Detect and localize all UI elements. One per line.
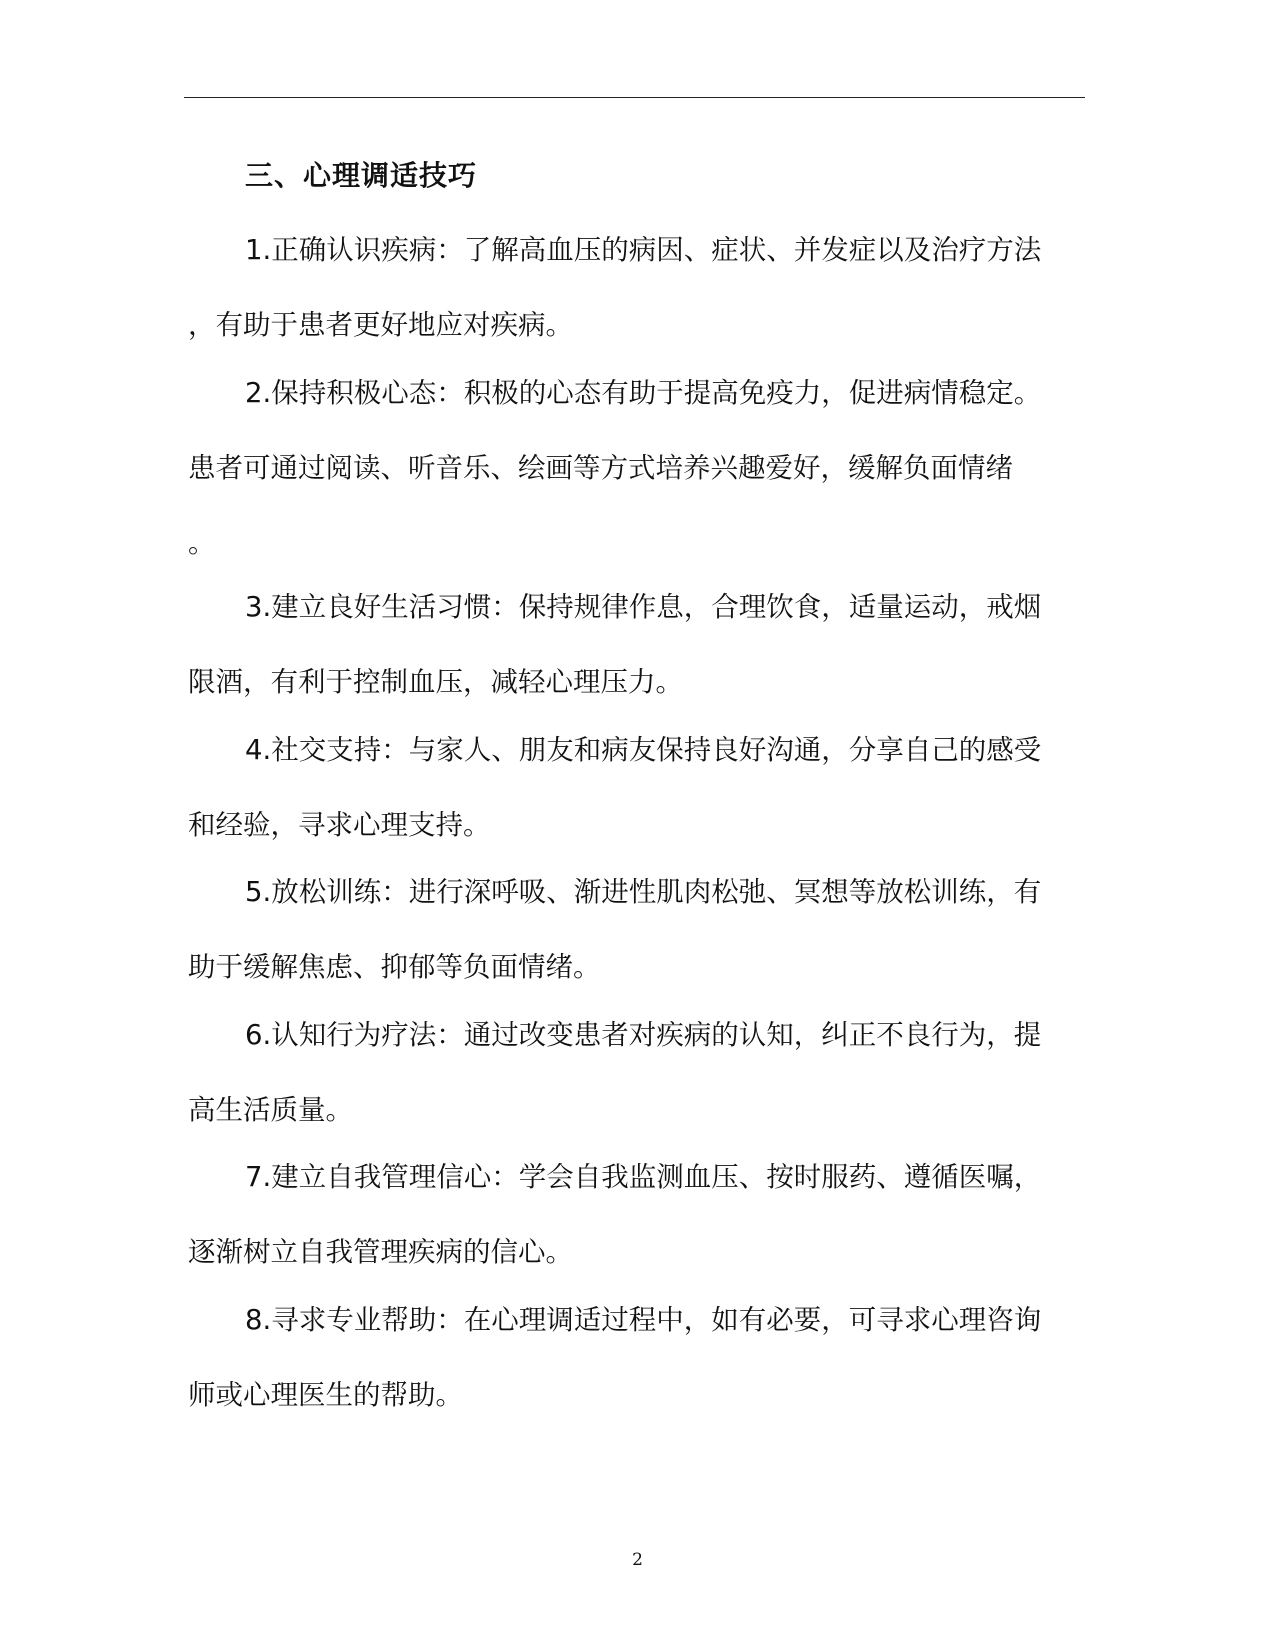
paragraph-line: 和经验，寻求心理支持。 xyxy=(188,809,491,841)
paragraph-item-3 xyxy=(188,570,1088,720)
paragraph-line: 1.正确认识疾病：了解高血压的病因、症状、并发症以及治疗方法 xyxy=(245,234,1042,266)
paragraph-line: 4.社交支持：与家人、朋友和病友保持良好沟通，分享自己的感受 xyxy=(245,734,1042,766)
paragraph-item-6 xyxy=(188,998,1088,1148)
paragraph-line: 7.建立自我管理信心：学会自我监测血压、按时服药、遵循医嘱， xyxy=(245,1161,1042,1193)
paragraph-line: 5.放松训练：进行深呼吸、渐进性肌肉松弛、冥想等放松训练，有 xyxy=(245,876,1042,908)
paragraph-item-1 xyxy=(188,213,1088,363)
paragraph-item-4 xyxy=(188,713,1088,863)
page-number: 2 xyxy=(632,1550,643,1570)
paragraph-line: 2.保持积极心态：积极的心态有助于提高免疫力，促进病情稳定。 xyxy=(245,377,1042,409)
paragraph-line: 。 xyxy=(188,527,216,559)
paragraph-line: 6.认知行为疗法：通过改变患者对疾病的认知，纠正不良行为，提 xyxy=(245,1019,1042,1051)
paragraph-line: 3.建立良好生活习惯：保持规律作息，合理饮食，适量运动，戒烟 xyxy=(245,591,1042,623)
paragraph-item-8 xyxy=(188,1283,1088,1433)
paragraph-item-7 xyxy=(188,1140,1088,1290)
paragraph-line: 患者可通过阅读、听音乐、绘画等方式培养兴趣爱好，缓解负面情绪 xyxy=(188,452,1013,484)
paragraph-line: 8.寻求专业帮助：在心理调适过程中，如有必要，可寻求心理咨询 xyxy=(245,1304,1042,1336)
section-heading: 三、心理调适技巧 xyxy=(245,159,478,192)
paragraph-item-5 xyxy=(188,855,1088,1005)
paragraph-line: 逐渐树立自我管理疾病的信心。 xyxy=(188,1236,573,1268)
header-rule xyxy=(184,97,1085,98)
paragraph-line: 师或心理医生的帮助。 xyxy=(188,1379,463,1411)
paragraph-line: 限酒，有利于控制血压，减轻心理压力。 xyxy=(188,666,683,698)
paragraph-line: ，有助于患者更好地应对疾病。 xyxy=(188,309,573,341)
paragraph-item-2 xyxy=(188,356,1088,581)
paragraph-line: 助于缓解焦虑、抑郁等负面情绪。 xyxy=(188,951,601,983)
paragraph-line: 高生活质量。 xyxy=(188,1094,353,1126)
